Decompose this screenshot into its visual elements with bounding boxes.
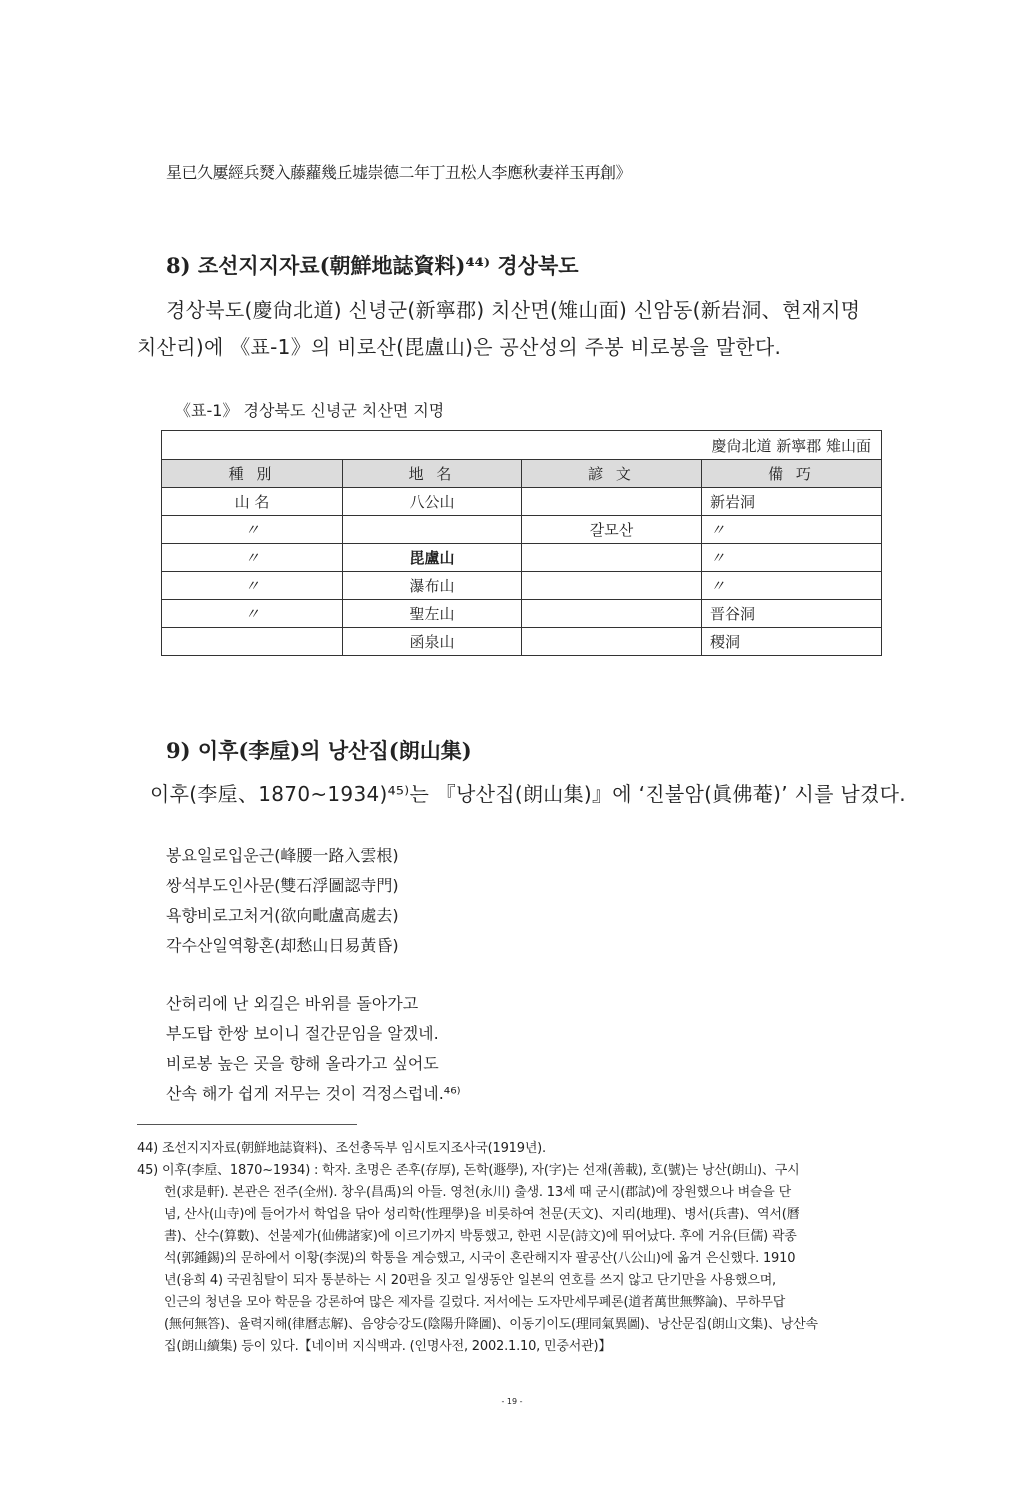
footnote-44: 44) 조선지지자료(朝鮮地誌資料)、조선총독부 임시토지조사국(1919년). (137, 1141, 546, 1156)
poem-korean-line: 산허리에 난 외길은 바위를 돌아가고 (166, 994, 419, 1013)
cell-place-name: 瀑布山 (343, 572, 522, 600)
cell-category: 〃 (162, 516, 343, 544)
poem-hanja-line: 욕향비로고처거(欲向毗盧高處去) (166, 906, 399, 925)
footnote-45-line: 인근의 청년을 모아 학문을 강론하여 많은 제자를 길렀다. 저서에는 도자만세무폐론(道者萬世無弊論)、무하무답 (164, 1295, 786, 1310)
cell-remarks: 〃 (702, 516, 882, 544)
section-9-heading: 9) 이후(李垕)의 낭산집(朗山集) (166, 738, 472, 763)
cell-category: 〃 (162, 572, 343, 600)
footnote-45-line: 헌(求是軒). 본관은 전주(全州). 창우(昌禹)의 아들. 영천(永川) 출생. 13세 때 군시(郡試)에 장원했으나 벼슬을 단 (164, 1185, 791, 1200)
section-8-paragraph-line-2: 치산리)에 《표-1》의 비로산(毘盧山)은 공산성의 주봉 비로봉을 말한다. (137, 335, 782, 359)
footnote-divider (137, 1124, 357, 1125)
cell-place-name: 八公山 (343, 488, 522, 516)
header-category: 種 別 (162, 460, 343, 488)
cell-remarks: 新岩洞 (702, 488, 882, 516)
table-row (162, 488, 882, 516)
header-place-name: 地 名 (343, 460, 522, 488)
table-row (162, 600, 882, 628)
poem-korean-line: 비로봉 높은 곳을 향해 올라가고 싶어도 (166, 1054, 439, 1073)
section-9-paragraph: 이후(李垕、1870~1934)⁴⁵⁾는 『낭산집(朗山集)』에 ‘진불암(眞佛菴)’ 시를 남겼다. (150, 782, 906, 806)
poem-korean-line: 부도탑 한쌍 보이니 절간문임을 알겠네. (166, 1024, 439, 1043)
cell-category: 〃 (162, 544, 343, 572)
cell-place-name: 函泉山 (343, 628, 522, 656)
table-region-row (162, 431, 882, 460)
cell-category: 山 名 (162, 488, 343, 516)
footnote-45-line: 45) 이후(李垕、1870~1934) : 학자. 초명은 존후(存厚), 돈학(遯學), 자(字)는 선재(善載), 호(號)는 낭산(朗山)、구시 (137, 1163, 800, 1178)
poem-hanja-line: 쌍석부도인사문(雙石浮圖認寺門) (166, 876, 399, 895)
cell-place-name: 毘盧山 (343, 544, 522, 572)
header-remarks: 備 巧 (702, 460, 882, 488)
page-number: - 19 - (501, 1397, 523, 1406)
cell-place-name (343, 516, 522, 544)
poem-hanja-line: 봉요일로입운근(峰腰一路入雲根) (166, 846, 399, 865)
table-region-cell: 慶尙北道 新寧郡 雉山面 (162, 431, 882, 460)
quoted-hanja-line: 星已久屢經兵燹入藤蘿幾丘墟崇德二年丁丑松人李應秋妻祥玉再創》 (166, 163, 632, 182)
cell-category (162, 628, 343, 656)
cell-korean-name (522, 488, 702, 516)
cell-korean-name (522, 628, 702, 656)
poem-korean-line: 산속 해가 쉽게 저무는 것이 걱정스럽네.⁴⁶⁾ (166, 1084, 461, 1103)
cell-remarks: 稷洞 (702, 628, 882, 656)
cell-remarks: 晋谷洞 (702, 600, 882, 628)
table-row (162, 572, 882, 600)
table-row (162, 544, 882, 572)
header-korean-name: 諺 文 (522, 460, 702, 488)
section-8-paragraph-line-1: 경상북도(慶尙北道) 신녕군(新寧郡) 치산면(雉山面) 신암동(新岩洞、현재지명 (166, 298, 861, 322)
table-row (162, 516, 882, 544)
cell-remarks: 〃 (702, 544, 882, 572)
poem-hanja-line: 각수산일역황혼(却愁山日易黃昏) (166, 936, 399, 955)
cell-remarks: 〃 (702, 572, 882, 600)
table-row (162, 628, 882, 656)
place-name-table (161, 430, 881, 656)
section-8-heading: 8) 조선지지자료(朝鮮地誌資料)⁴⁴⁾ 경상북도 (166, 253, 579, 278)
cell-category: 〃 (162, 600, 343, 628)
footnote-45-line: 석(郭鍾錫)의 문하에서 이황(李滉)의 학통을 계승했고, 시국이 혼란해지자 팔공산(八公山)에 옮겨 은신했다. 1910 (164, 1251, 796, 1266)
footnote-45-line: (無何無答)、율력지해(律曆志解)、음양승강도(陰陽升降圖)、이동기이도(理同氣異圖)、낭산문집(朗山文集)、낭산속 (164, 1317, 818, 1332)
table-caption: 《표-1》 경상북도 신녕군 치산면 지명 (175, 401, 445, 420)
cell-korean-name (522, 544, 702, 572)
footnote-45-line: 념, 산사(山寺)에 들어가서 학업을 닦아 성리학(性理學)을 비롯하여 천문(天文)、지리(地理)、병서(兵書)、역서(曆 (164, 1207, 800, 1222)
footnote-45-line: 書)、산수(算數)、선불제가(仙佛諸家)에 이르기까지 박통했고, 한편 시문(詩文)에 뛰어났다. 후에 거유(巨儒) 곽종 (164, 1229, 797, 1244)
footnote-45-line: 년(융희 4) 국권침탈이 되자 통분하는 시 20편을 짓고 일생동안 일본의 연호를 쓰지 않고 단기만을 사용했으며, (164, 1273, 776, 1288)
cell-korean-name (522, 572, 702, 600)
cell-korean-name: 갈모산 (522, 516, 702, 544)
cell-korean-name (522, 600, 702, 628)
table-header-row (162, 460, 882, 488)
footnote-45-line: 집(朗山續集) 등이 있다.【네이버 지식백과. (인명사전, 2002.1.10, 민중서관)】 (164, 1339, 612, 1354)
cell-place-name: 聖左山 (343, 600, 522, 628)
